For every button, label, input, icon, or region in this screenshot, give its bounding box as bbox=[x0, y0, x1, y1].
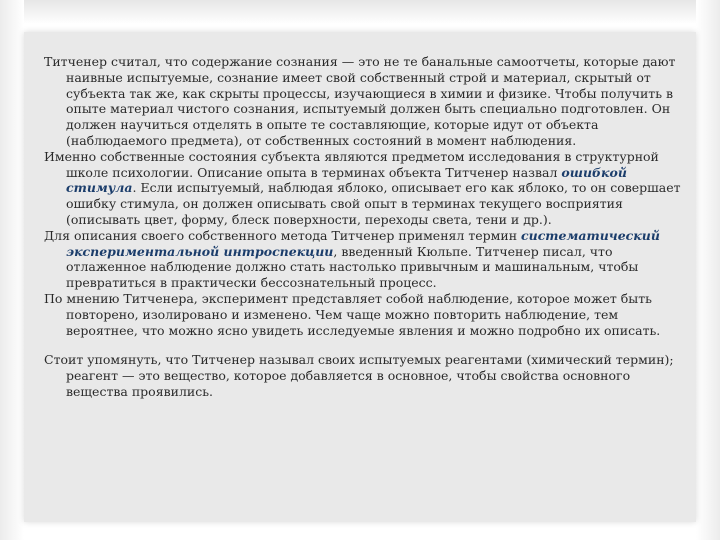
paragraph-stimulus-error bbox=[44, 149, 684, 228]
paragraph-titchener-consciousness bbox=[44, 54, 684, 149]
slide-text-panel bbox=[24, 32, 696, 522]
slide-body-text bbox=[44, 54, 684, 400]
paragraph-introspection-method bbox=[44, 228, 684, 291]
top-edge-shade bbox=[0, 0, 720, 24]
paragraph-text: , введенный Кюльпе. Титченер писал, что отлаженное наблюдение должно стать настолько привычным и машинальным, чтобы превратиться в практически бессознательный процесс. bbox=[66, 243, 639, 291]
term-systematic-introspection: систематический экспериментальной интроспекции bbox=[66, 227, 660, 259]
right-edge-shade bbox=[696, 0, 720, 540]
term-stimulus-error: ошибкой стимула bbox=[66, 164, 627, 196]
paragraph-text: По мнению Титченера, эксперимент представляет собой наблюдение, которое может быть повторено, изолировано и изменено. Чем чаще можно повторить наблюдение, тем вероятнее, что можно ясно увидеть исследуемые явления и можно подробно их описать. bbox=[44, 290, 661, 338]
paragraph-reagents bbox=[44, 352, 684, 399]
left-edge-shade bbox=[0, 0, 24, 540]
paragraph-text: Для описания своего собственного метода Титченер применял термин bbox=[44, 227, 521, 243]
paragraph-text: Именно собственные состояния субъекта являются предметом исследования в структурной школе психологии. Описание опыта в терминах объекта Титченер назвал bbox=[44, 148, 659, 180]
paragraph-text: Стоит упомянуть, что Титченер называл своих испытуемых реагентами (химический термин); реагент — это вещество, которое добавляется в основное, чтобы свойства основного вещества проявились. bbox=[44, 352, 674, 399]
paragraph-experiment-definition bbox=[44, 291, 684, 338]
paragraph-text: . Если испытуемый, наблюдая яблоко, описывает его как яблоко, то он совершает ошибку стимула, он должен описывать свой опыт в терминах текущего восприятия (описывать цвет, форму, блеск поверхности, переходы света, тени и др.). bbox=[66, 180, 681, 227]
paragraph-text: Титченер считал, что содержание сознания — это не те банальные самоотчеты, которые дают наивные испытуемые, сознание имеет свой собственный строй и материал, скрытый от субъекта так же, как скрыты процессы, изучающиеся в химии и физике. Чтобы получить в опыте материал чистого сознания, испытуемый должен быть специально подготовлен. Он должен научиться отделять в опыте те составляющие, которые идут от объекта (наблюдаемого предмета), от собственных состояний в момент наблюдения. bbox=[44, 54, 676, 148]
